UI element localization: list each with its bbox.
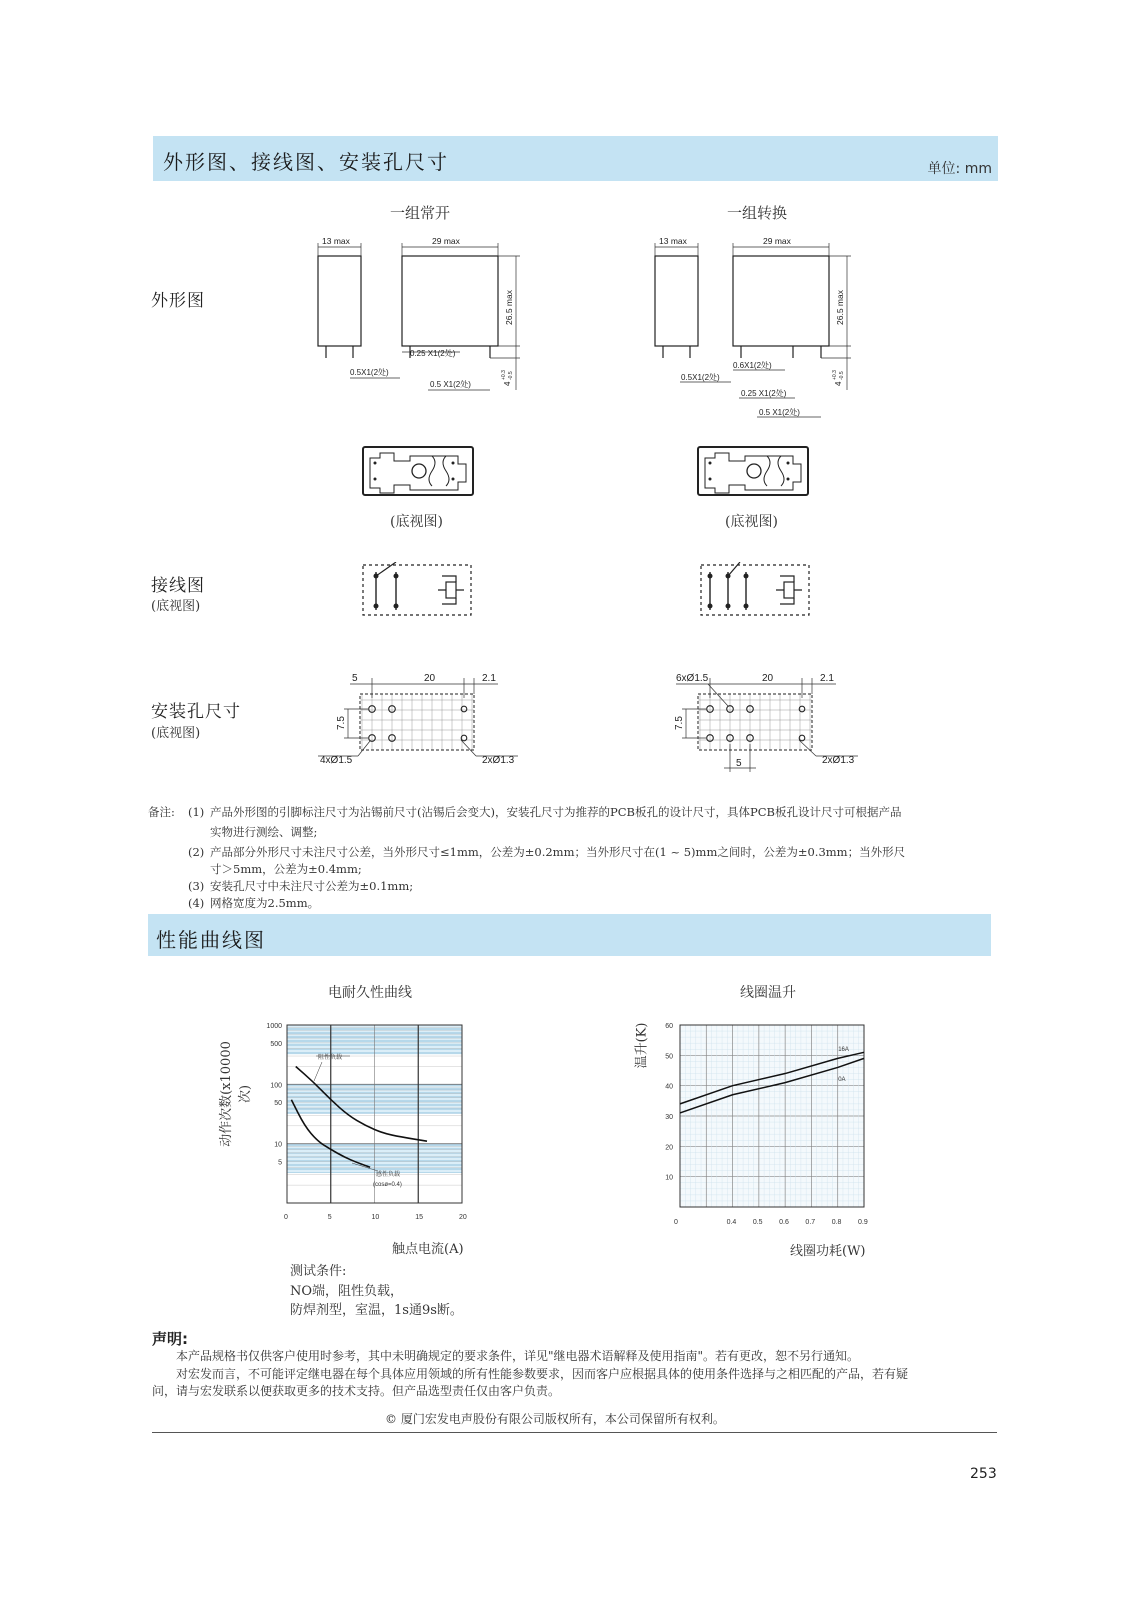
x-tick-label: 0.9 (858, 1219, 868, 1226)
dim-pin-06: 0.6X1(2处) (733, 361, 772, 370)
series-label-resistive: 阻性负载 (318, 1055, 343, 1061)
statement-paragraph: 问，请与宏发联系以便获取更多的技术支持。但产品选型责任仅由客户负责。 (152, 1384, 561, 1398)
x-tick-label: 0.8 (831, 1219, 842, 1226)
series-label-inductive: 感性负载 (376, 1172, 401, 1178)
dim-vertical: 7.5 (336, 716, 347, 730)
row-sublabel-wiring: (底视图) (151, 599, 201, 614)
x-axis-label: 线圈功耗(W) (790, 1244, 866, 1259)
dim-holes-large: 4xØ1.5 (320, 755, 353, 766)
coil-temperature-chart (650, 1015, 880, 1230)
statement-paragraph: 本产品规格书仅供客户使用时参考，其中未明确规定的要求条件，详见"继电器术语解释及使用指南"。若有更改，恕不另行通知。 (176, 1349, 860, 1363)
x-tick-label: 0 (284, 1214, 288, 1221)
dim-height: 26.5 max (504, 290, 514, 325)
bottom-view-caption-left: (底视图) (390, 514, 443, 530)
dim-front-width: 29 max (763, 236, 791, 246)
outline-drawing-left (310, 230, 540, 400)
x-tick-label: 0 (674, 1219, 678, 1226)
x-tick-label: 0.4 (726, 1219, 737, 1226)
dim-pin-length: 4 (503, 381, 512, 386)
dim-holes-small: 2xØ1.3 (482, 755, 515, 766)
column-title-left: 一组常开 (390, 204, 451, 222)
endurance-chart (230, 1015, 475, 1230)
y-axis-label: 温升(K) (634, 1022, 650, 1069)
dim-pin-05b: 0.5 X1(2处) (759, 408, 800, 417)
note-number: (4) (188, 896, 205, 910)
y-tick-label: 50 (665, 1053, 673, 1061)
row-sublabel-mounting: (底视图) (151, 726, 201, 741)
mounting-holes-right (666, 668, 876, 778)
outline-drawing-right (645, 230, 875, 425)
bottom-view-left (362, 446, 474, 496)
notes-label: 备注: (148, 805, 175, 819)
chart-title: 电耐久性曲线 (328, 985, 412, 1001)
dim-pin-tol-dn: -0.5 (508, 371, 514, 380)
copyright: © 厦门宏发电声股份有限公司版权所有，本公司保留所有权利。 (385, 1412, 725, 1426)
y-tick-label: 10 (665, 1174, 673, 1182)
dim-edge: 2.1 (482, 673, 496, 684)
dim-edge: 2.1 (820, 673, 834, 684)
wiring-diagram-right (700, 562, 812, 618)
wiring-diagram-left (362, 562, 474, 618)
chart-title: 线圈温升 (740, 985, 796, 1001)
note-text-cont: 寸＞5mm，公差为±0.4mm; (210, 862, 362, 876)
y-tick-label: 10 (274, 1141, 282, 1149)
section-header-curves (148, 914, 991, 956)
note-text: 安装孔尺寸中未注尺寸公差为±0.1mm; (210, 879, 414, 893)
series-label: 0A (838, 1077, 846, 1084)
y-tick-label: 100 (270, 1082, 282, 1090)
dim-span: 20 (762, 673, 774, 684)
dim-offset: 5 (352, 673, 358, 684)
dim-pin-025: 0.25 X1(2处) (741, 389, 787, 398)
note-number: (2) (188, 845, 205, 859)
note-number: (1) (188, 805, 205, 819)
dim-pin-length: 4 (834, 381, 843, 386)
dim-pin-tol-up: +0.3 (501, 370, 507, 380)
note-text-cont: 实物进行测绘、调整; (210, 825, 318, 839)
y-tick-label: 60 (665, 1023, 673, 1030)
x-axis-label: 触点电流(A) (392, 1242, 464, 1257)
row-label-wiring: 接线图 (151, 576, 205, 596)
test-conditions-line: 防焊剂型，室温，1s通9s断。 (290, 1303, 463, 1318)
bottom-view-right (697, 446, 809, 496)
dim-span: 20 (424, 673, 436, 684)
dim-pin-05a: 0.5X1(2处) (350, 368, 389, 377)
test-conditions-title: 测试条件: (290, 1264, 347, 1279)
series-label: 16A (838, 1046, 849, 1053)
y-tick-label: 20 (665, 1144, 673, 1152)
statement-paragraph: 对宏发而言，不可能评定继电器在每个具体应用领域的所有性能参数要求，因而客户应根据具体的使用条件选择与之相匹配的产品，若有疑 (176, 1367, 909, 1381)
footer-rule (152, 1432, 997, 1433)
dim-pin-025: 0.25 X1(2处) (410, 349, 456, 358)
x-tick-label: 0.7 (805, 1219, 816, 1226)
x-tick-label: 5 (327, 1214, 332, 1221)
dim-pin-05b: 0.5 X1(2处) (430, 380, 471, 389)
unit-label: 单位: mm (927, 161, 992, 177)
notes-block (148, 804, 998, 912)
dim-height: 26.5 max (835, 290, 845, 325)
dim-front-width: 29 max (432, 236, 460, 246)
dim-pitch: 5 (736, 758, 742, 769)
page-number: 253 (970, 1466, 997, 1482)
column-title-right: 一组转换 (727, 204, 788, 222)
section-header-drawings (153, 136, 998, 181)
y-tick-label: 5 (278, 1159, 282, 1167)
bottom-view-caption-right: (底视图) (725, 514, 778, 530)
x-tick-label: 20 (459, 1214, 467, 1221)
x-tick-label: 10 (371, 1214, 380, 1221)
note-text: 产品部分外形尺寸未注尺寸公差，当外形尺寸≤1mm，公差为±0.2mm；当外形尺寸在(1 ~ 5)mm之间时，公差为±0.3mm；当外形尺 (210, 845, 906, 859)
dim-side-width: 13 max (322, 236, 350, 246)
y-tick-label: 40 (665, 1083, 673, 1091)
y-tick-label: 1000 (266, 1023, 282, 1030)
dim-pin-tol-dn: -0.5 (839, 371, 845, 380)
dim-holes-small: 2xØ1.3 (822, 755, 855, 766)
test-conditions-line: NO端，阻性负载， (290, 1284, 404, 1299)
statement-title: 声明: (152, 1330, 188, 1348)
y-tick-label: 500 (270, 1040, 282, 1048)
row-label-outline: 外形图 (151, 291, 205, 311)
dim-vertical: 7.5 (674, 716, 685, 730)
section-title: 性能曲线图 (156, 928, 266, 952)
dim-pin-tol-up: +0.3 (832, 370, 838, 380)
dim-pin-05a: 0.5X1(2处) (681, 373, 720, 382)
y-axis-label: 动作次数(x10000次) (219, 1041, 253, 1147)
dim-side-width: 13 max (659, 236, 687, 246)
x-tick-label: 15 (415, 1214, 424, 1221)
series-label-cos: (cosø=0.4) (373, 1182, 402, 1188)
row-label-mounting: 安装孔尺寸 (151, 702, 241, 722)
mounting-holes-left (318, 668, 528, 768)
note-text: 产品外形图的引脚标注尺寸为沾锡前尺寸(沾锡后会变大)，安装孔尺寸为推荐的PCB板孔的设计尺寸，具体PCB板孔设计尺寸可根据产品 (210, 805, 902, 819)
note-number: (3) (188, 879, 205, 893)
y-tick-label: 30 (665, 1114, 673, 1121)
section-title: 外形图、接线图、安装孔尺寸 (163, 150, 449, 174)
note-text: 网格宽度为2.5mm。 (210, 896, 320, 910)
dim-holes-large: 6xØ1.5 (676, 673, 709, 684)
x-tick-label: 0.5 (752, 1219, 763, 1226)
x-tick-label: 0.6 (779, 1219, 789, 1226)
y-tick-label: 50 (274, 1100, 282, 1108)
